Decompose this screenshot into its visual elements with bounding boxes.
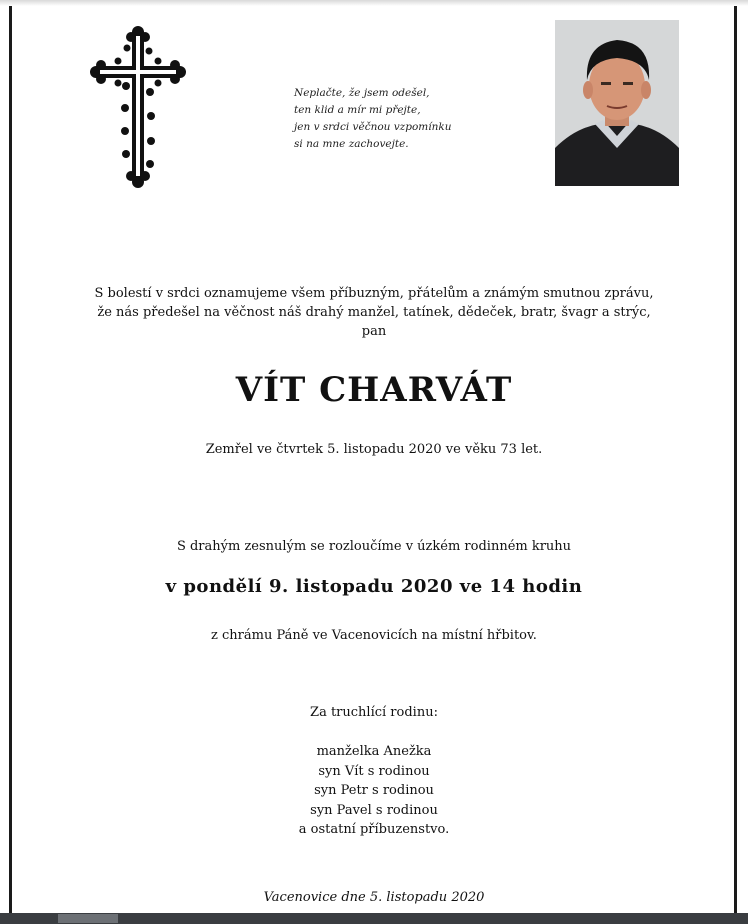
family-member: syn Vít s rodinou [318, 763, 430, 779]
poem-line: ten klid a mír mi přejte, [294, 104, 421, 116]
poem-line: si na mne zachovejte. [294, 138, 409, 150]
portrait-photo [555, 20, 679, 186]
family-heading: Za truchlící rodinu: [310, 705, 438, 720]
funeral-place: z chrámu Páně ve Vacenovicích na místní hřbitov. [211, 628, 537, 643]
death-line: Zemřel ve čtvrtek 5. listopadu 2020 ve věku 73 let. [205, 442, 543, 457]
family-member: manželka Anežka [316, 744, 432, 759]
farewell-line: S drahým zesnulým se rozloučíme v úzkém rodinném kruhu [176, 539, 572, 554]
poem [294, 85, 494, 153]
family-list [40, 742, 708, 840]
announcement-line: pan [361, 324, 387, 339]
family-member: a ostatní příbuzenstvo. [298, 822, 450, 837]
announcement-line: že nás předešel na věčnost náš drahý manžel, tatínek, dědeček, bratr, švagr a strýc, [97, 305, 651, 320]
horizontal-scrollbar[interactable] [0, 913, 748, 924]
scrollbar-thumb[interactable] [58, 914, 118, 923]
place-and-date: Vacenovice dne 5. listopadu 2020 [263, 890, 485, 905]
poem-line: Neplačte, že jsem odešel, [294, 87, 430, 99]
announcement [40, 284, 708, 341]
announcement-line: S bolestí v srdci oznamujeme všem příbuzným, přátelům a známým smutnou zprávu, [94, 286, 654, 301]
deceased-name: VÍT CHARVÁT [235, 370, 513, 410]
family-member: syn Petr s rodinou [314, 783, 434, 798]
ornamental-cross-icon [90, 26, 186, 190]
poem-line: jen v srdci věčnou vzpomínku [294, 121, 452, 133]
funeral-datetime: v pondělí 9. listopadu 2020 ve 14 hodin [165, 576, 583, 597]
family-member: syn Pavel s rodinou [310, 802, 438, 818]
